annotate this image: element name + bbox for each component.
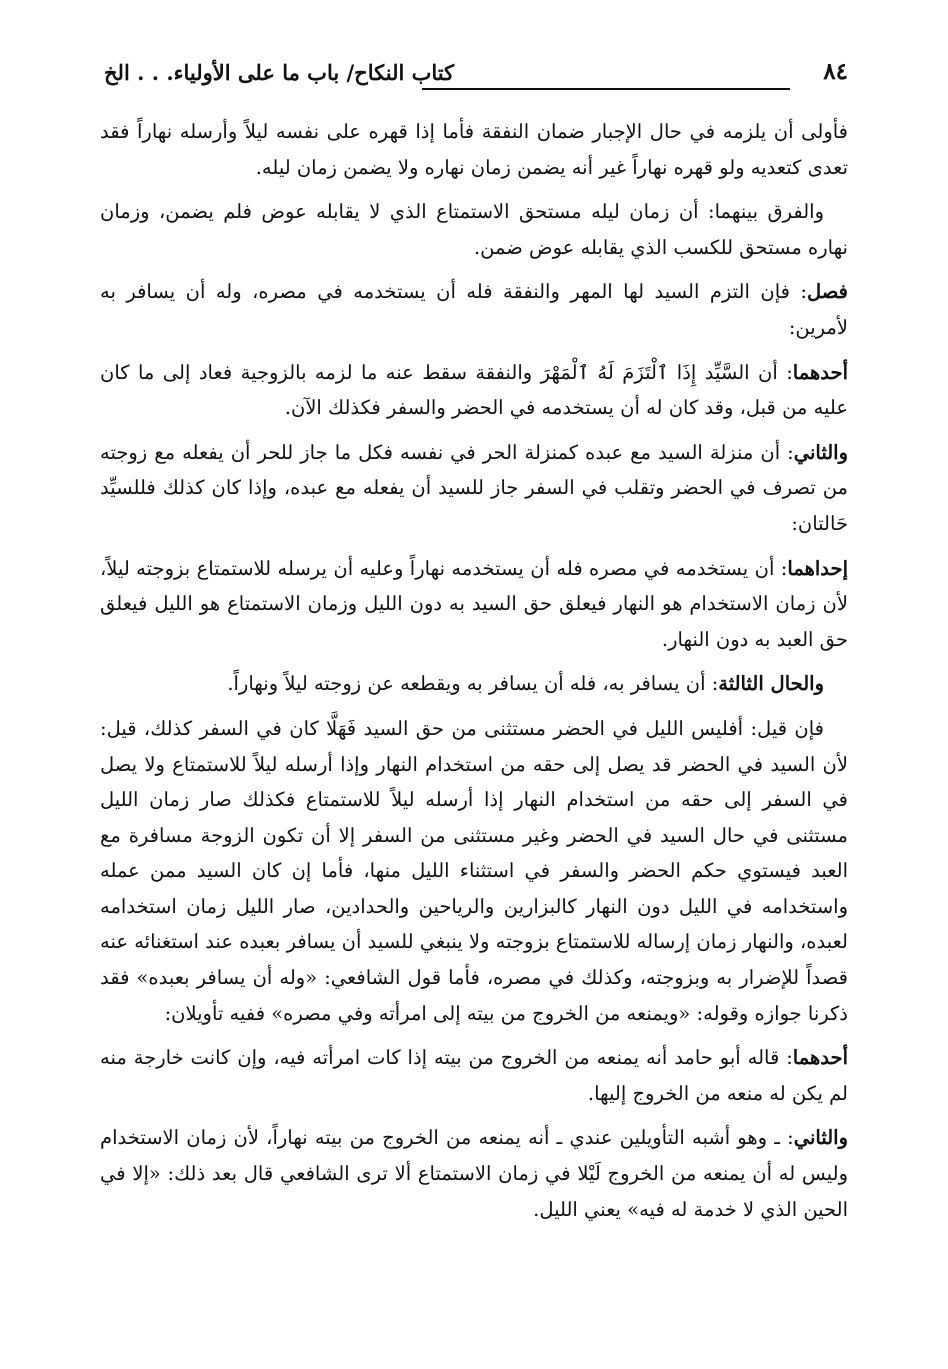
header-rule (422, 88, 790, 90)
paragraph-text: : أن يستخدمه في مصره فله أن يستخدمه نهاراً وعليه أن يرسله للاستمتاع بزوجته ليلاً، لأن زمان الاستخدام هو النهار فيعلق حق السيد به دون الليل وزمان الاستمتاع هو الليل فيعلق حق العبد به دون النهار. (100, 556, 848, 651)
running-title: كتاب النكاح/ باب ما على الأولياء. . . الخ (104, 60, 455, 85)
paragraph (100, 666, 848, 702)
paragraph-text: فأولى أن يلزمه في حال الإجبار ضمان النفقة فأما إذا قهره على نفسه ليلاً وأرسله نهاراً فقد تعدى كتعديه ولو قهره نهاراً غير أنه يضمن زمان نهاره ولا يضمن زمان ليله. (100, 120, 848, 179)
paragraph (100, 435, 848, 542)
paragraph (100, 355, 848, 426)
paragraph-text: : قاله أبو حامد أنه يمنعه من الخروج من بيته إذا كات امرأته فيه، وإن كانت خارجة منه لم يكن له منعه من الخروج إليها. (100, 1046, 848, 1105)
paragraph (100, 114, 848, 185)
paragraph-lead: إحداهما (787, 556, 848, 580)
paragraph-text: والفرق بينهما: أن زمان ليله مستحق الاستمتاع الذي لا يقابله عوض فلم يضمن، وزمان نهاره مستحق للكسب الذي يقابله عوض ضمن. (100, 200, 848, 259)
paragraph-text: : أن السَّيِّد إِذَا ٱلْتَزَمَ لَهُ ٱلْمَهْرَ والنفقة سقط عنه ما لزمه بالزوجية فعاد إلى ما كان عليه من قبل، وقد كان له أن يستخدمه في الحضر والسفر فكذلك الآن. (100, 360, 848, 420)
paragraph-text: فإن قيل: أفليس الليل في الحضر مستثنى من حق السيد فَهَلَّا كان في السفر كذلك، قيل: لأن السيد في الحضر قد يصل إلى حقه من استخدام النهار وإذا أرسله ليلاً للاستمتاع ولا يصل في السفر إلى حقه من استخدام النهار إذا أرسله ليلاً للاستمتاع فكذلك صار زمان الليل مستثنى في حال السيد في الحضر وغير مستثنى من السفر إلا أن تكون الزوجة مسافرة مع العبد فيستوي حكم الحضر والسفر في استثناء الليل منها، فأما إن كان السيد ممن عمله واستخدامه في الليل دون النهار كالبزارين والرياحين والحدادين، صار الليل زمان استخدامه لعبده، والنهار زمان إرساله للاستمتاع بزوجته ولا ينبغي للسيد أن يسافر بعبده عند استغنائه عنه قصداً للإضرار به وبزوجته، وكذلك في مصره، فأما قول الشافعي: «وله أن يسافر بعبده» فقد ذكرنا جوازه وقوله: «ويمنعه من الخروج من بيته إلى امرأته وفي مصره» ففيه تأويلان: (100, 716, 848, 1025)
body-text (100, 114, 848, 1236)
paragraph-text: : أن منزلة السيد مع عبده كمنزلة الحر في نفسه فكل ما جاز للحر أن يفعله مع زوجته من تصرف في الحضر وتقلب في السفر جاز للسيد أن يفعله مع عبده، وإذا كان كذلك فللسيِّد حَالتان: (100, 440, 848, 535)
paragraph (100, 274, 848, 345)
paragraph-text: : فإن التزم السيد لها المهر والنفقة فله أن يستخدمه في مصره، وله أن يسافر به لأمرين: (100, 280, 848, 339)
paragraph-text: : ـ وهو أشبه التأويلين عندي ـ أنه يمنعه من الخروج من بيته نهاراً، لأن زمان الاستخدام وليس له أن يمنعه من الخروج لَيْلا في زمان الاستمتاع ألا ترى الشافعي قال بعد ذلك: «إلا في الحين الذي لا خدمة له فيه» يعني الليل. (100, 1126, 848, 1221)
page-header (104, 58, 848, 98)
paragraph-lead: والثاني (793, 440, 848, 464)
paragraph (100, 711, 848, 1031)
paragraph-lead: والحال الثالثة (718, 672, 824, 696)
page-number: ٨٤ (823, 58, 848, 85)
paragraph-lead: والثاني (793, 1126, 848, 1150)
paragraph-lead: أحدهما (792, 1046, 848, 1070)
paragraph (100, 194, 848, 265)
paragraph (100, 1040, 848, 1111)
paragraph (100, 551, 848, 658)
paragraph (100, 1120, 848, 1227)
paragraph-lead: فصل (807, 280, 848, 304)
paragraph-lead: أحدهما (792, 360, 848, 384)
paragraph-text: : أن يسافر به، فله أن يسافر به ويقطعه عن زوجته ليلاً ونهاراً. (227, 672, 719, 696)
